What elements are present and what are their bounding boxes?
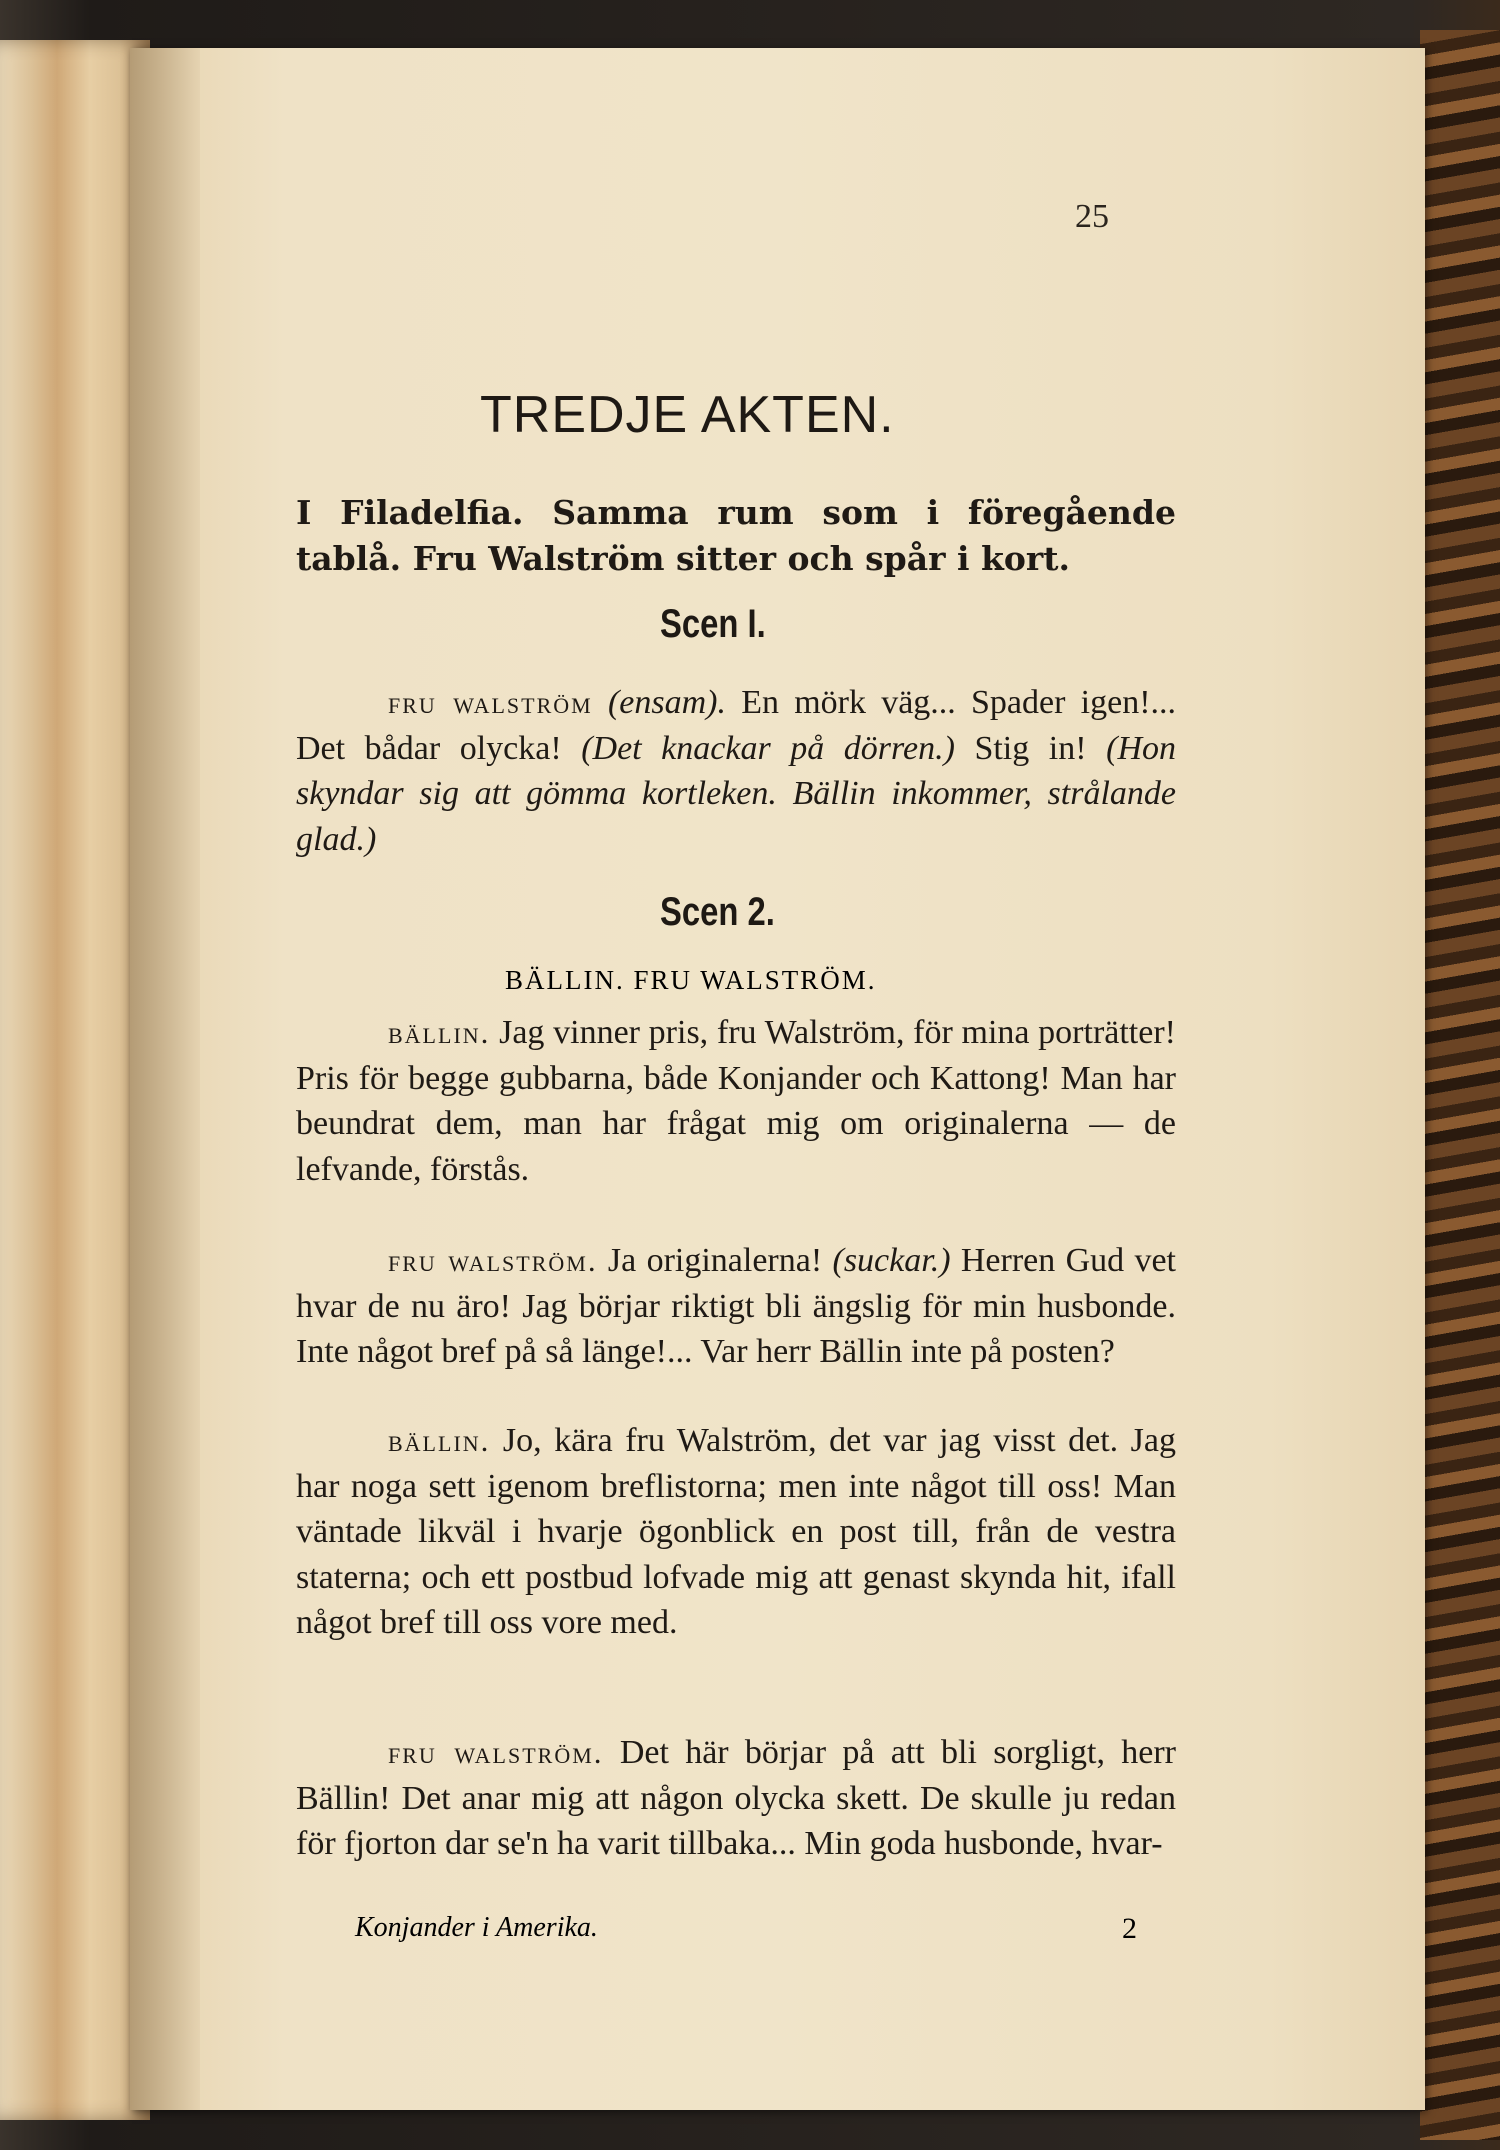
speaker: fru walström — [388, 685, 593, 720]
scene-2-title: Scen 2. — [660, 890, 775, 934]
setting-description: I Filadelfia. Samma rum som i föregående tablå. Fru Walström sitter och spår i kort. — [296, 493, 1176, 578]
left-page-edge — [0, 40, 150, 2120]
running-footer: Konjander i Amerika. — [355, 1912, 598, 1943]
scene-2-speech-4 — [296, 1730, 1176, 1867]
page-gutter — [130, 48, 200, 2110]
speaker: bällin. — [388, 1015, 491, 1050]
scene-2-speech-1 — [296, 1010, 1176, 1192]
dialogue: Jag vinner pris, fru Walström, för mina porträtter! Pris för begge gubbarna, både Konjander och Kattong! Man har beundrat dem, man har frågat mig om originalerna — de lefvande, förstås. — [296, 1014, 1176, 1188]
dialogue: Ja originalerna! — [597, 1242, 833, 1279]
dialogue: Jo, kära fru Walström, det var jag visst det. Jag har noga sett igenom breflistorna; men inte något till oss! Man väntade likväl i hvarje ögonblick en post till, från de vestra staterna; och ett postbud lofvade mig att genast skynda hit, ifall något bref till oss vore med. — [296, 1422, 1176, 1641]
speaker: bällin. — [388, 1423, 491, 1458]
marbled-board — [1420, 30, 1500, 2140]
stage-direction: (Det knackar på dörren.) — [581, 729, 955, 767]
signature-mark: 2 — [1122, 1912, 1137, 1945]
stage-direction: (suckar.) — [832, 1242, 951, 1279]
dialogue: En mörk väg... Spader igen!... Det bådar olycka! — [296, 684, 1177, 767]
scene-2-speech-3 — [296, 1418, 1176, 1646]
page-number: 25 — [1075, 198, 1109, 235]
dialogue: Stig in! — [954, 729, 1107, 767]
scene-1-title: Scen I. — [660, 602, 766, 646]
stage-direction: (ensam). — [607, 684, 726, 721]
act-title: TREDJE AKTEN. — [480, 386, 895, 444]
speaker: fru walström. — [388, 1735, 604, 1770]
dialogue: Det här börjar på att bli sorgligt, herr Bällin! Det anar mig att någon olycka skett. De skulle ju redan för fjorton dar se'n ha varit tillbaka... Min goda husbonde, hvar- — [296, 1734, 1177, 1862]
speaker: fru walström. — [388, 1243, 598, 1278]
scene-1-text — [296, 680, 1176, 862]
stage-direction: (Hon skyndar sig att gömma kortleken. Bällin inkommer, strålande glad.) — [296, 729, 1177, 858]
cast-list: BÄLLIN. FRU WALSTRÖM. — [505, 965, 877, 995]
scene-2-speech-2 — [296, 1238, 1176, 1375]
dialogue: Herren Gud vet hvar de nu äro! Jag börjar riktigt bli ängslig för min husbonde. Inte något bref på så länge!... Var herr Bällin inte på posten? — [296, 1242, 1176, 1370]
